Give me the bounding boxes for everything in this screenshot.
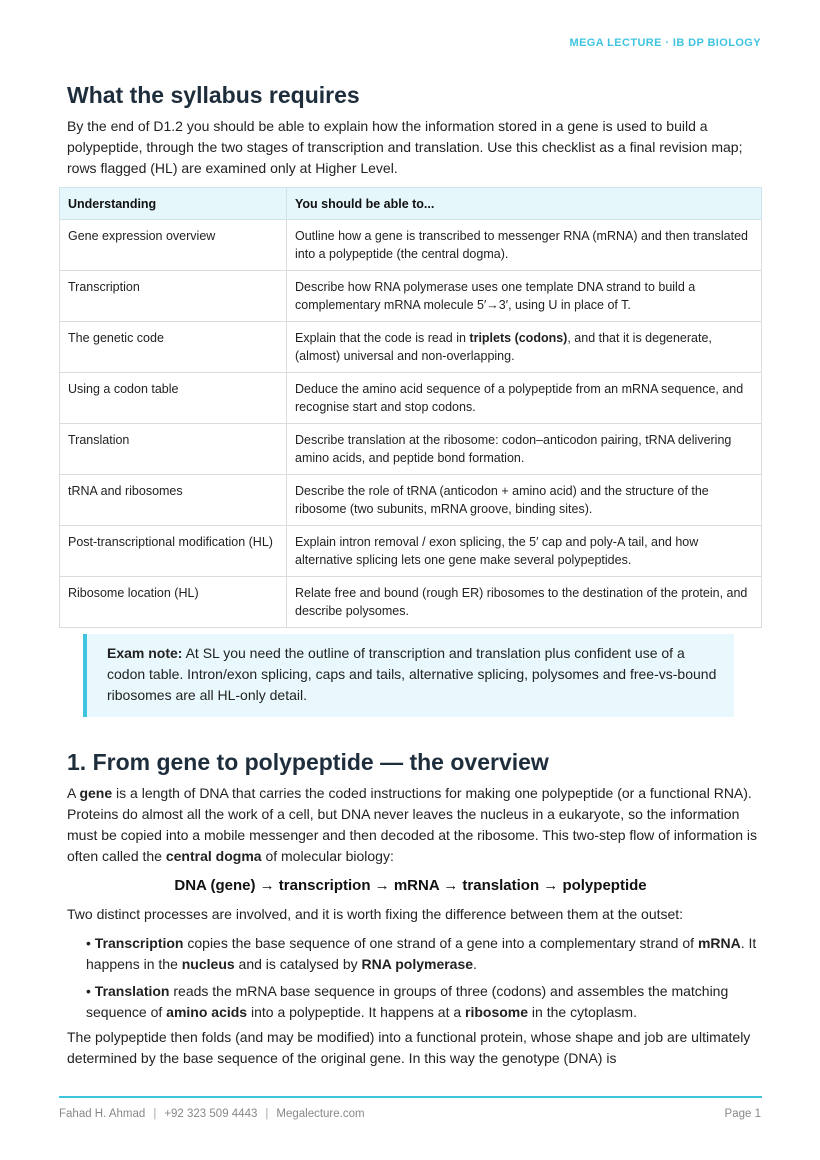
footer-info: Fahad H. Ahmad | +92 323 509 4443 | Megalecture.com bbox=[59, 1108, 365, 1120]
row-description: Relate free and bound (rough ER) ribosomes to the destination of the protein, and describe polysomes. bbox=[287, 577, 762, 628]
table-row bbox=[60, 475, 762, 526]
row-topic: Using a codon table bbox=[60, 373, 287, 424]
row-topic: tRNA and ribosomes bbox=[60, 475, 287, 526]
row-description: Describe translation at the ribosome: codon–anticodon pairing, tRNA delivering amino acids, and peptide bond formation. bbox=[287, 424, 762, 475]
exam-note-label: Exam note: bbox=[107, 645, 183, 661]
table-row bbox=[60, 373, 762, 424]
table-row bbox=[60, 526, 762, 577]
header-able-to: You should be able to... bbox=[287, 188, 762, 220]
running-header: MEGA LECTURE · IB DP BIOLOGY bbox=[569, 37, 761, 49]
row-topic: Gene expression overview bbox=[60, 220, 287, 271]
overview-paragraph-3: The polypeptide then folds (and may be modified) into a functional protein, whose shape and job are ultimately determined by the base sequence of the original gene. In this way the genotype (DNA) is bbox=[67, 1029, 751, 1066]
page-number: Page 1 bbox=[724, 1108, 761, 1120]
row-description: Outline how a gene is transcribed to messenger RNA (mRNA) and then translated into a polypeptide (the central dogma). bbox=[287, 220, 762, 271]
row-topic: Translation bbox=[60, 424, 287, 475]
syllabus-table bbox=[59, 187, 762, 628]
row-topic: Transcription bbox=[60, 271, 287, 322]
header-understanding: Understanding bbox=[60, 188, 287, 220]
row-description: Deduce the amino acid sequence of a polypeptide from an mRNA sequence, and recognise start and stop codons. bbox=[287, 373, 762, 424]
central-dogma-flow: DNA (gene) → transcription → mRNA → translation → polypeptide bbox=[174, 877, 647, 894]
footer-phone: +92 323 509 4443 bbox=[164, 1108, 258, 1120]
row-description: Describe the role of tRNA (anticodon + amino acid) and the structure of the ribosome (two subunits, mRNA groove, binding sites). bbox=[287, 475, 762, 526]
exam-note-callout bbox=[83, 634, 734, 717]
row-description: Explain intron removal / exon splicing, the 5′ cap and poly-A tail, and how alternative splicing lets one gene make several polypeptides. bbox=[287, 526, 762, 577]
section-title-syllabus: What the syllabus requires bbox=[67, 82, 360, 108]
row-topic: Post-transcriptional modification (HL) bbox=[60, 526, 287, 577]
overview-paragraph-1: A gene is a length of DNA that carries the coded instructions for making one polypeptide (or a functional RNA). Proteins do almost all the work of a cell, but DNA never leaves the nucleus in a eukaryote, so the information must be copied into a mobile messenger and then decoded at the ribosome. This two-step flow of information is often called the central dogma of molecular biology: bbox=[67, 785, 758, 864]
row-topic: Ribosome location (HL) bbox=[60, 577, 287, 628]
exam-note-text: At SL you need the outline of transcription and translation plus confident use of a codon table. Intron/exon splicing, caps and tails, alternative splicing, polysomes and free-vs-bound ribosomes are all HL-only detail. bbox=[107, 645, 717, 703]
footer-site: Megalecture.com bbox=[276, 1108, 365, 1120]
section-title-overview: 1. From gene to polypeptide — the overview bbox=[67, 749, 549, 775]
row-topic: The genetic code bbox=[60, 322, 287, 373]
bullet-translation: • Translation reads the mRNA base sequence in groups of three (codons) and assembles the matching sequence of amino acids into a polypeptide. It happens at a ribosome in the cytoplasm. bbox=[86, 983, 729, 1020]
row-description: Describe how RNA polymerase uses one template DNA strand to build a complementary mRNA molecule 5′→3′, using U in place of T. bbox=[287, 271, 762, 322]
table-row bbox=[60, 220, 762, 271]
syllabus-intro: By the end of D1.2 you should be able to explain how the information stored in a gene is used to build a polypeptide, through the two stages of transcription and translation. Use this checklist as a final revision map; rows flagged (HL) are examined only at Higher Level. bbox=[67, 118, 743, 176]
table-row bbox=[60, 577, 762, 628]
bullet-transcription: • Transcription copies the base sequence of one strand of a gene into a complementary strand of mRNA. It happens in the nucleus and is catalysed by RNA polymerase. bbox=[86, 935, 757, 972]
row-description: Explain that the code is read in triplets (codons), and that it is degenerate, (almost) universal and non-overlapping. bbox=[287, 322, 762, 373]
page-content bbox=[59, 80, 762, 1069]
footer-author: Fahad H. Ahmad bbox=[59, 1108, 146, 1120]
footer-divider bbox=[59, 1096, 762, 1098]
table-header-row bbox=[60, 188, 762, 220]
table-row bbox=[60, 424, 762, 475]
overview-paragraph-2: Two distinct processes are involved, and it is worth fixing the difference between them at the outset: bbox=[67, 906, 684, 922]
table-row bbox=[60, 271, 762, 322]
table-row bbox=[60, 322, 762, 373]
